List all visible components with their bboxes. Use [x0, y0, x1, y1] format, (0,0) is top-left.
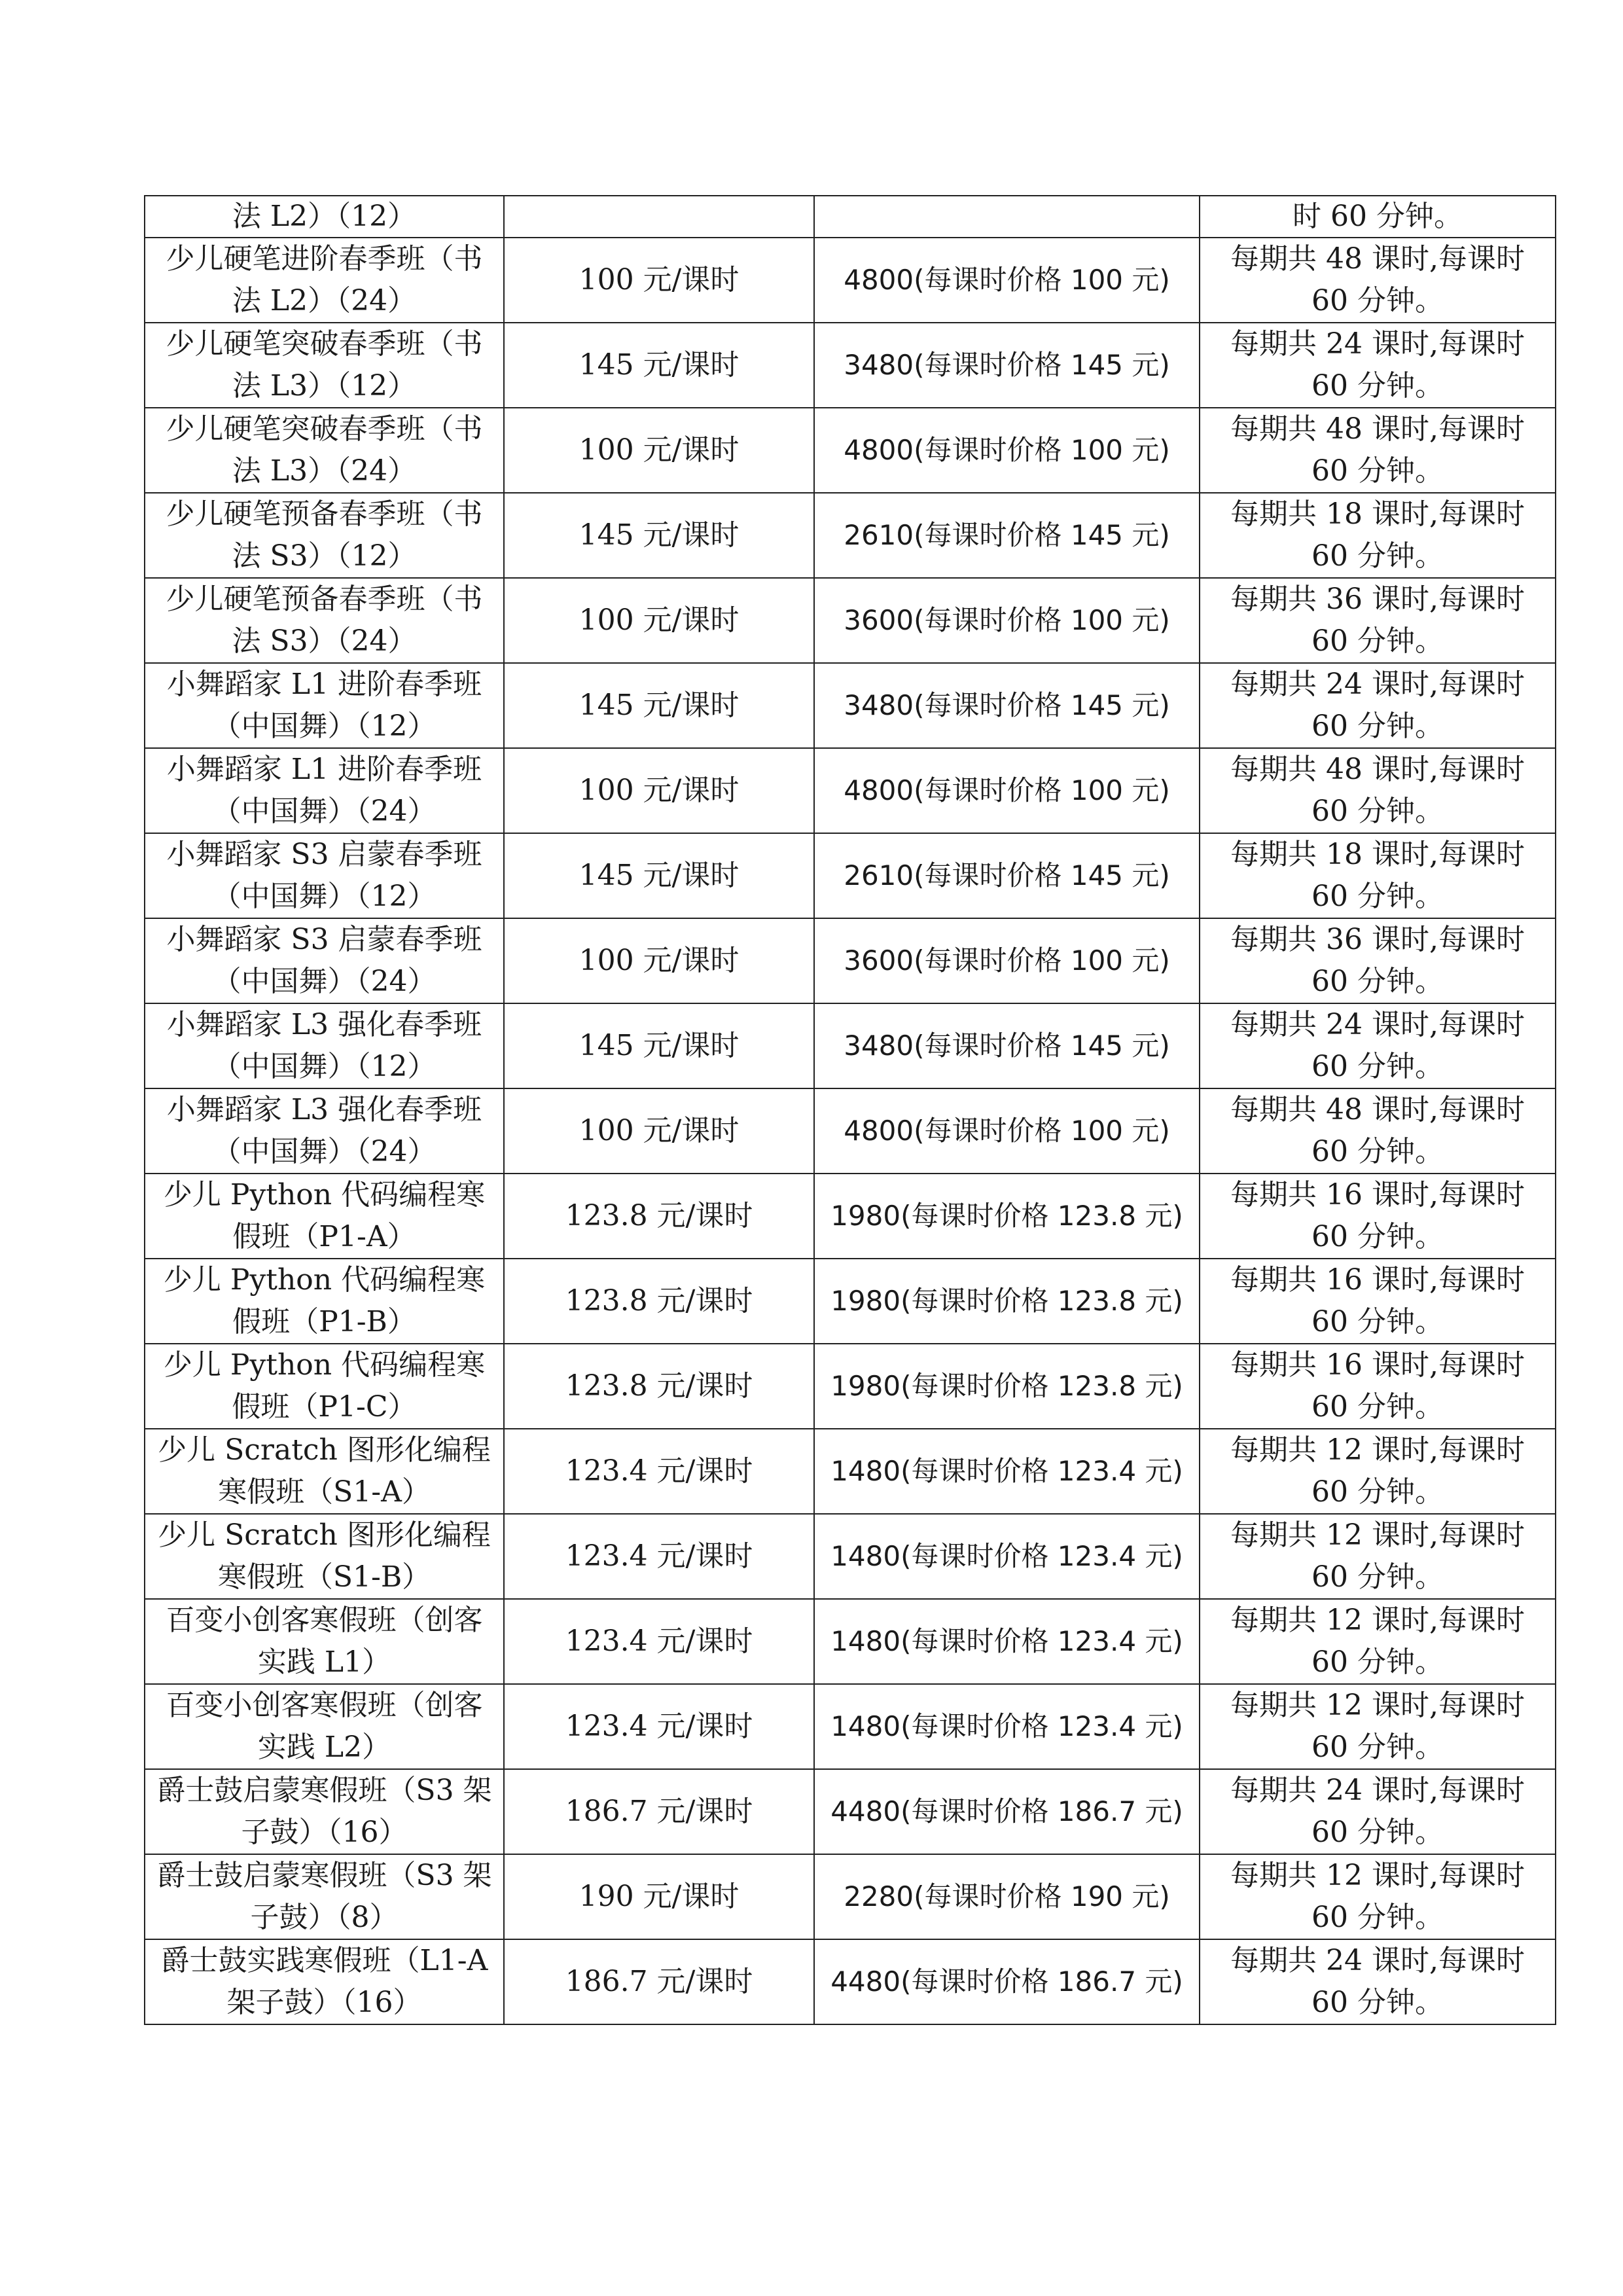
total-price-cell: 2610(每课时价格 145 元): [814, 833, 1200, 918]
total-price-cell: 4800(每课时价格 100 元): [814, 748, 1200, 833]
total-price-cell: 1980(每课时价格 123.8 元): [814, 1259, 1200, 1344]
total-price-cell: 4480(每课时价格 186.7 元): [814, 1769, 1200, 1854]
fee-table-body: [145, 196, 1556, 2024]
table-row-continued: [145, 196, 1556, 238]
total-price-cell: 1480(每课时价格 123.4 元): [814, 1429, 1200, 1514]
total-price-cell: 1480(每课时价格 123.4 元): [814, 1684, 1200, 1769]
table-row: [145, 578, 1556, 663]
course-name-cell: 小舞蹈家 L1 进阶春季班（中国舞）（24）: [145, 748, 504, 833]
total-price-cell: 1980(每课时价格 123.8 元): [814, 1174, 1200, 1259]
description-cell: 每期共 24 课时,每课时 60 分钟。: [1200, 1769, 1556, 1854]
unit-price-cell: 123.4 元/课时: [504, 1429, 814, 1514]
course-name-cell: 少儿硬笔进阶春季班（书法 L2）（24）: [145, 238, 504, 323]
course-name-cell: 小舞蹈家 L3 强化春季班（中国舞）（24）: [145, 1088, 504, 1174]
table-row: [145, 1003, 1556, 1088]
total-price-cell: 1980(每课时价格 123.8 元): [814, 1344, 1200, 1429]
total-price-cell: 4800(每课时价格 100 元): [814, 408, 1200, 493]
course-name-cell: 少儿硬笔突破春季班（书法 L3）（12）: [145, 323, 504, 408]
course-name-cell: 少儿 Scratch 图形化编程寒假班（S1-B）: [145, 1514, 504, 1599]
description-cell: 每期共 16 课时,每课时 60 分钟。: [1200, 1174, 1556, 1259]
unit-price-cell: 100 元/课时: [504, 238, 814, 323]
table-row: [145, 1429, 1556, 1514]
description-cell: 每期共 24 课时,每课时 60 分钟。: [1200, 1939, 1556, 2024]
unit-price-cell: 190 元/课时: [504, 1854, 814, 1939]
unit-price-cell: 100 元/课时: [504, 1088, 814, 1174]
description-cell: 每期共 12 课时,每课时 60 分钟。: [1200, 1854, 1556, 1939]
course-name-cell: 少儿 Python 代码编程寒假班（P1-C）: [145, 1344, 504, 1429]
total-price-cell: 1480(每课时价格 123.4 元): [814, 1599, 1200, 1684]
description-cell: 时 60 分钟。: [1200, 196, 1556, 238]
course-name-cell: 小舞蹈家 S3 启蒙春季班（中国舞）（12）: [145, 833, 504, 918]
description-cell: 每期共 18 课时,每课时 60 分钟。: [1200, 833, 1556, 918]
unit-price-cell: 100 元/课时: [504, 748, 814, 833]
table-row: [145, 833, 1556, 918]
table-row: [145, 323, 1556, 408]
description-cell: 每期共 16 课时,每课时 60 分钟。: [1200, 1344, 1556, 1429]
table-row: [145, 748, 1556, 833]
unit-price-cell: 123.8 元/课时: [504, 1174, 814, 1259]
total-price-cell: 3480(每课时价格 145 元): [814, 323, 1200, 408]
description-cell: 每期共 12 课时,每课时 60 分钟。: [1200, 1599, 1556, 1684]
total-price-cell: 2610(每课时价格 145 元): [814, 493, 1200, 578]
table-row: [145, 1939, 1556, 2024]
course-name-cell: 爵士鼓启蒙寒假班（S3 架子鼓）（8）: [145, 1854, 504, 1939]
total-price-cell: 4800(每课时价格 100 元): [814, 1088, 1200, 1174]
course-name-cell: 百变小创客寒假班（创客实践 L2）: [145, 1684, 504, 1769]
total-price-cell: 3600(每课时价格 100 元): [814, 918, 1200, 1003]
description-cell: 每期共 48 课时,每课时 60 分钟。: [1200, 748, 1556, 833]
table-row: [145, 1854, 1556, 1939]
description-cell: 每期共 48 课时,每课时 60 分钟。: [1200, 408, 1556, 493]
unit-price-cell: 100 元/课时: [504, 408, 814, 493]
course-name-cell: 小舞蹈家 S3 启蒙春季班（中国舞）（24）: [145, 918, 504, 1003]
unit-price-cell: 145 元/课时: [504, 1003, 814, 1088]
table-row: [145, 493, 1556, 578]
description-cell: 每期共 24 课时,每课时 60 分钟。: [1200, 663, 1556, 748]
total-price-cell: 1480(每课时价格 123.4 元): [814, 1514, 1200, 1599]
course-name-cell: 百变小创客寒假班（创客实践 L1）: [145, 1599, 504, 1684]
unit-price-cell: 123.4 元/课时: [504, 1684, 814, 1769]
table-row: [145, 1259, 1556, 1344]
table-row: [145, 918, 1556, 1003]
unit-price-cell: 123.8 元/课时: [504, 1259, 814, 1344]
total-price-cell: 3480(每课时价格 145 元): [814, 1003, 1200, 1088]
course-name-cell: 少儿硬笔预备春季班（书法 S3）（12）: [145, 493, 504, 578]
table-row: [145, 1514, 1556, 1599]
total-price-cell: 4800(每课时价格 100 元): [814, 238, 1200, 323]
course-name-cell: 爵士鼓实践寒假班（L1-A 架子鼓）（16）: [145, 1939, 504, 2024]
table-row: [145, 663, 1556, 748]
unit-price-cell: 145 元/课时: [504, 493, 814, 578]
description-cell: 每期共 24 课时,每课时 60 分钟。: [1200, 1003, 1556, 1088]
course-name-cell: 法 L2）（12）: [145, 196, 504, 238]
course-name-cell: 少儿 Python 代码编程寒假班（P1-A）: [145, 1174, 504, 1259]
unit-price-cell: [504, 196, 814, 238]
total-price-cell: 3480(每课时价格 145 元): [814, 663, 1200, 748]
table-row: [145, 408, 1556, 493]
description-cell: 每期共 18 课时,每课时 60 分钟。: [1200, 493, 1556, 578]
unit-price-cell: 186.7 元/课时: [504, 1939, 814, 2024]
description-cell: 每期共 36 课时,每课时 60 分钟。: [1200, 578, 1556, 663]
course-name-cell: 小舞蹈家 L3 强化春季班（中国舞）（12）: [145, 1003, 504, 1088]
course-name-cell: 少儿 Scratch 图形化编程寒假班（S1-A）: [145, 1429, 504, 1514]
description-cell: 每期共 24 课时,每课时 60 分钟。: [1200, 323, 1556, 408]
unit-price-cell: 186.7 元/课时: [504, 1769, 814, 1854]
unit-price-cell: 145 元/课时: [504, 323, 814, 408]
unit-price-cell: 100 元/课时: [504, 578, 814, 663]
description-cell: 每期共 12 课时,每课时 60 分钟。: [1200, 1514, 1556, 1599]
unit-price-cell: 123.8 元/课时: [504, 1344, 814, 1429]
unit-price-cell: 145 元/课时: [504, 833, 814, 918]
table-row: [145, 1684, 1556, 1769]
fee-table: [144, 195, 1556, 2025]
description-cell: 每期共 48 课时,每课时 60 分钟。: [1200, 238, 1556, 323]
description-cell: 每期共 36 课时,每课时 60 分钟。: [1200, 918, 1556, 1003]
unit-price-cell: 145 元/课时: [504, 663, 814, 748]
total-price-cell: 4480(每课时价格 186.7 元): [814, 1939, 1200, 2024]
course-name-cell: 少儿硬笔突破春季班（书法 L3）（24）: [145, 408, 504, 493]
course-name-cell: 小舞蹈家 L1 进阶春季班（中国舞）（12）: [145, 663, 504, 748]
table-row: [145, 1344, 1556, 1429]
unit-price-cell: 123.4 元/课时: [504, 1599, 814, 1684]
description-cell: 每期共 16 课时,每课时 60 分钟。: [1200, 1259, 1556, 1344]
course-name-cell: 爵士鼓启蒙寒假班（S3 架子鼓）（16）: [145, 1769, 504, 1854]
total-price-cell: [814, 196, 1200, 238]
table-row: [145, 1088, 1556, 1174]
unit-price-cell: 100 元/课时: [504, 918, 814, 1003]
total-price-cell: 2280(每课时价格 190 元): [814, 1854, 1200, 1939]
course-name-cell: 少儿硬笔预备春季班（书法 S3）（24）: [145, 578, 504, 663]
unit-price-cell: 123.4 元/课时: [504, 1514, 814, 1599]
table-row: [145, 1174, 1556, 1259]
table-row: [145, 238, 1556, 323]
description-cell: 每期共 12 课时,每课时 60 分钟。: [1200, 1429, 1556, 1514]
table-row: [145, 1769, 1556, 1854]
table-row: [145, 1599, 1556, 1684]
course-name-cell: 少儿 Python 代码编程寒假班（P1-B）: [145, 1259, 504, 1344]
total-price-cell: 3600(每课时价格 100 元): [814, 578, 1200, 663]
description-cell: 每期共 12 课时,每课时 60 分钟。: [1200, 1684, 1556, 1769]
description-cell: 每期共 48 课时,每课时 60 分钟。: [1200, 1088, 1556, 1174]
